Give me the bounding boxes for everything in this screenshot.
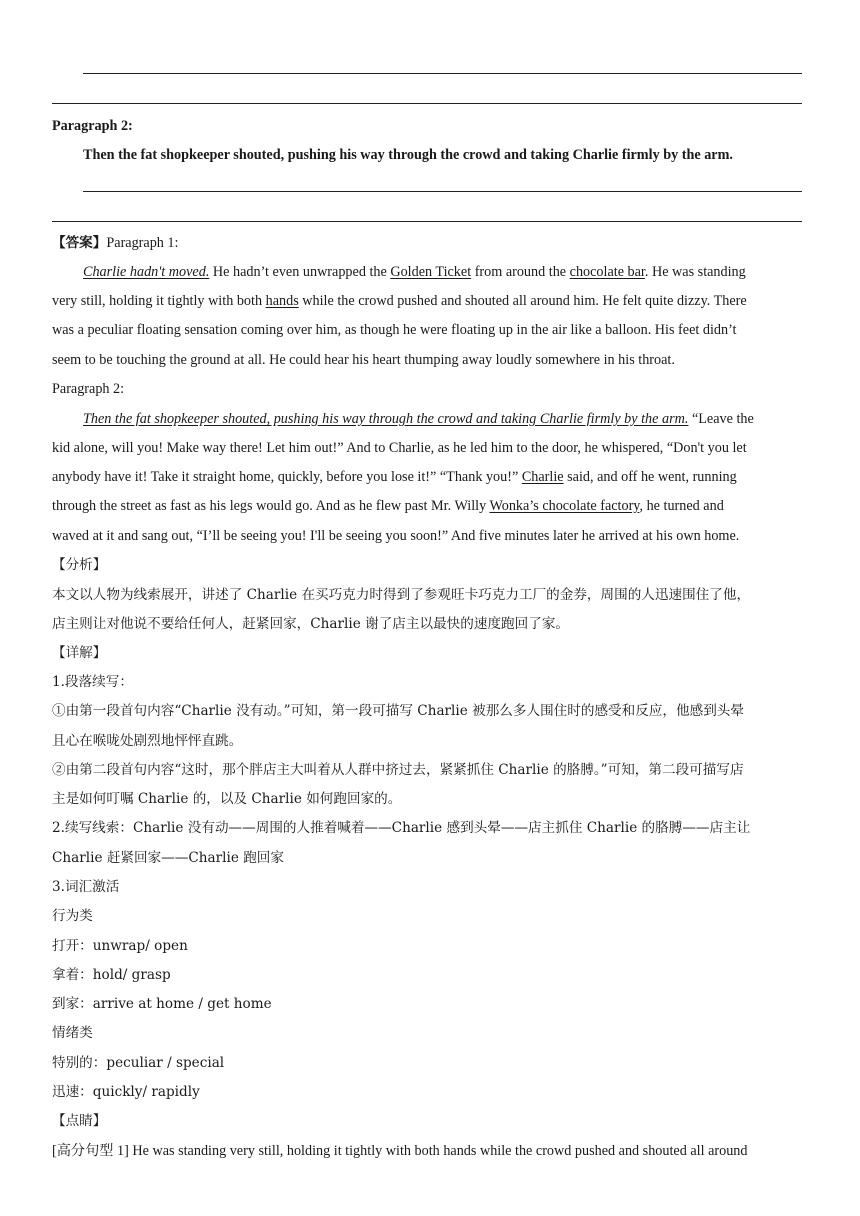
detail-2-clues: 2.续写线索：Charlie 没有动——周围的人推着喊着——Charlie 感到头晕——店主抓住 Charlie 的胳膊——店主让 (52, 820, 751, 836)
text-run: He hadn’t even unwrapped the (209, 264, 391, 280)
vocab-category: 情绪类 (52, 1025, 93, 1041)
vocab-item: 拿着：hold/ grasp (52, 967, 171, 983)
answer-p2-line: kid alone, will you! Make way there! Let him out!” And to Charlie, as he led him to the door, he whispered, “Don't you let (52, 440, 747, 456)
analysis-line: 店主则让对他说不要给任何人，赶紧回家，Charlie 谢了店主以最快的速度跑回了家。 (52, 616, 570, 632)
text-run: . He was standing (644, 264, 746, 280)
answer-p1-line (83, 262, 746, 282)
underlined-phrase: Then the fat shopkeeper shouted, pushing his way through the crowd and taking Charlie firmly by the arm. (83, 411, 689, 427)
vocab-item: 到家：arrive at home / get home (52, 996, 272, 1012)
text-run: said, and off he went, running (563, 469, 737, 485)
underlined-phrase: Charlie (521, 469, 564, 485)
underlined-phrase: hands (265, 293, 299, 309)
detail-1-point-1: ①由第一段首句内容“Charlie 没有动。”可知，第一段可描写 Charlie 被那么多人围住时的感受和反应，他感到头晕 (52, 703, 744, 719)
highlight-sentence: [高分句型 1] He was standing very still, holding it tightly with both hands while the crowd pushed and shouted all around (52, 1143, 748, 1159)
underlined-phrase: Golden Ticket (390, 264, 472, 280)
detail-1-point-2: ②由第二段首句内容“这时，那个胖店主大叫着从人群中挤过去，紧紧抓住 Charlie 的胳膊。”可知，第二段可描写店 (52, 762, 744, 778)
text-run: “Leave the (688, 411, 754, 427)
vocab-item: 迅速：quickly/ rapidly (52, 1084, 200, 1100)
vocab-item: 打开：unwrap/ open (52, 938, 188, 954)
underlined-phrase: chocolate bar (569, 264, 645, 280)
analysis-line: 本文以人物为线索展开，讲述了 Charlie 在买巧克力时得到了参观旺卡巧克力工厂的金券，周围的人迅速围住了他， (52, 587, 751, 603)
answer-tag: 【答案】 (52, 235, 107, 251)
answer-paragraph-1-label: Paragraph 1: (106, 235, 179, 251)
text-run: through the street as fast as his legs would go. And as he flew past Mr. Willy (52, 498, 490, 514)
underlined-phrase: Charlie hadn't moved. (83, 264, 210, 280)
detail-3-title: 3.词汇激活 (52, 879, 120, 895)
detail-1-point-1-cont: 且心在喉咙处剧烈地怦怦直跳。 (52, 733, 243, 749)
text-run: while the crowd pushed and shouted all around him. He felt quite dizzy. There (298, 293, 747, 309)
underlined-phrase: Wonka’s chocolate factory (489, 498, 640, 514)
paragraph-2-label: Paragraph 2: (52, 118, 133, 134)
answer-p2-line (52, 496, 724, 516)
answer-p1-line (52, 291, 747, 311)
analysis-tag: 【分析】 (52, 557, 107, 573)
answer-heading (52, 233, 178, 253)
answer-p1-line: was a peculiar floating sensation coming over him, as though he were floating up in the air like a balloon. His feet didn’t (52, 322, 737, 338)
text-run: very still, holding it tightly with both (52, 293, 266, 309)
writing-line (52, 103, 802, 104)
answer-p2-line (83, 409, 754, 429)
vocab-item: 特别的：peculiar / special (52, 1055, 225, 1071)
answer-p2-line (52, 467, 737, 487)
writing-line (83, 73, 802, 74)
highlight-tag: 【点睛】 (52, 1113, 107, 1129)
answer-p2-line: waved at it and sang out, “I’ll be seeing you! I'll be seeing you soon!” And five minutes later he arrived at his own home. (52, 528, 740, 544)
detail-1-point-2-cont: 主是如何叮嘱 Charlie 的，以及 Charlie 如何跑回家的。 (52, 791, 402, 807)
text-run: , he turned and (639, 498, 724, 514)
answer-p1-line: seem to be touching the ground at all. He could hear his heart thumping away loudly somewhere in his throat. (52, 352, 675, 368)
detail-2-clues-cont: Charlie 赶紧回家——Charlie 跑回家 (52, 850, 284, 866)
text-run: from around the (471, 264, 570, 280)
answer-paragraph-2-label: Paragraph 2: (52, 381, 125, 397)
detail-tag: 【详解】 (52, 645, 107, 661)
text-run: anybody have it! Take it straight home, quickly, before you lose it!” “Thank you!” (52, 469, 522, 485)
writing-line (83, 191, 802, 192)
paragraph-2-prompt: Then the fat shopkeeper shouted, pushing his way through the crowd and taking Charlie firmly by the arm. (83, 147, 733, 163)
vocab-category: 行为类 (52, 908, 93, 924)
detail-1-title: 1.段落续写： (52, 674, 133, 690)
writing-line (52, 221, 802, 222)
